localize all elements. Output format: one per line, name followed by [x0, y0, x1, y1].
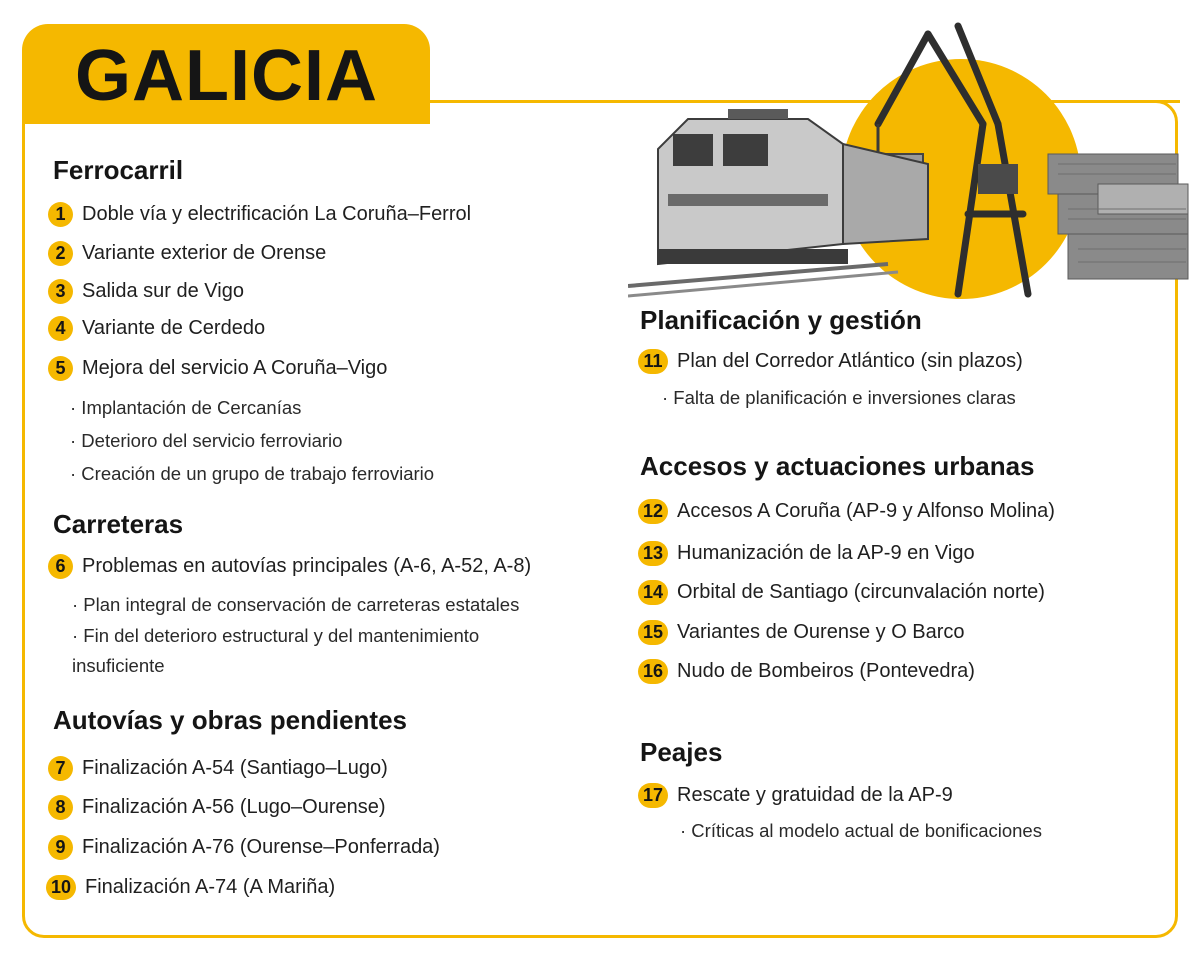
item-label: Rescate y gratuidad de la AP-9	[677, 784, 953, 806]
sub-item: · Creación de un grupo de trabajo ferroviario	[70, 463, 435, 484]
list-item	[48, 795, 386, 820]
item-label: Finalización A-76 (Ourense–Ponferrada)	[82, 836, 440, 858]
list-item	[638, 499, 1055, 524]
number-badge: 10	[46, 875, 76, 900]
number-badge: 2	[48, 241, 73, 266]
number-badge: 13	[638, 541, 668, 566]
section-title-planificacion: Planificación y gestión	[640, 305, 922, 335]
sub-item: · Implantación de Cercanías	[70, 397, 302, 418]
sub-item: · Deterioro del servicio ferroviario	[70, 430, 343, 451]
list-item	[48, 279, 244, 304]
section-title-accesos: Accesos y actuaciones urbanas	[640, 451, 1035, 481]
sub-item: · Críticas al modelo actual de bonificaciones	[680, 820, 1042, 841]
list-item	[638, 620, 965, 645]
number-badge: 15	[638, 620, 668, 645]
list-item	[638, 659, 975, 684]
list-item	[48, 241, 326, 266]
list-item	[638, 783, 953, 808]
item-label: Finalización A-56 (Lugo–Ourense)	[82, 796, 386, 818]
number-badge: 7	[48, 756, 73, 781]
number-badge: 9	[48, 835, 73, 860]
item-label: Finalización A-74 (A Mariña)	[85, 876, 336, 898]
section-title-ferrocarril: Ferrocarril	[53, 155, 184, 185]
number-badge: 17	[638, 783, 668, 808]
list-item	[638, 541, 975, 566]
sub-item: · Falta de planificación e inversiones claras	[662, 387, 1016, 408]
item-label: Plan del Corredor Atlántico (sin plazos)	[677, 350, 1023, 372]
item-label: Salida sur de Vigo	[82, 280, 244, 302]
section-title-autovias: Autovías y obras pendientes	[53, 705, 407, 735]
number-badge: 11	[638, 349, 668, 374]
list-item	[48, 756, 388, 781]
sub-item: · Fin del deterioro estructural y del mantenimiento insuficiente	[72, 625, 480, 676]
list-item	[48, 835, 440, 860]
sub-item: · Plan integral de conservación de carreteras estatales	[72, 594, 520, 615]
list-item	[48, 316, 265, 341]
list-item	[48, 202, 471, 227]
item-label: Doble vía y electrificación La Coruña–Ferrol	[82, 203, 472, 225]
number-badge: 14	[638, 580, 668, 605]
number-badge: 1	[48, 202, 73, 227]
item-label: Humanización de la AP-9 en Vigo	[677, 542, 975, 564]
number-badge: 5	[48, 356, 73, 381]
section-title-peajes: Peajes	[640, 737, 723, 767]
item-label: Nudo de Bombeiros (Pontevedra)	[677, 660, 975, 682]
item-label: Mejora del servicio A Coruña–Vigo	[82, 357, 388, 379]
page-title: GALICIA	[75, 36, 378, 116]
item-label: Orbital de Santiago (circunvalación norte)	[677, 581, 1045, 603]
number-badge: 3	[48, 279, 73, 304]
number-badge: 8	[48, 795, 73, 820]
list-item	[46, 875, 335, 900]
item-label: Variante exterior de Orense	[82, 242, 327, 264]
item-label: Variantes de Ourense y O Barco	[677, 621, 965, 643]
item-label: Variante de Cerdedo	[82, 317, 266, 339]
item-label: Finalización A-54 (Santiago–Lugo)	[82, 757, 388, 779]
number-badge: 16	[638, 659, 668, 684]
number-badge: 6	[48, 554, 73, 579]
list-item	[638, 349, 1023, 374]
list-item	[48, 356, 387, 381]
number-badge: 4	[48, 316, 73, 341]
list-item	[48, 554, 531, 579]
section-title-carreteras: Carreteras	[53, 509, 184, 539]
item-label: Problemas en autovías principales (A-6, A-52, A-8)	[82, 555, 532, 577]
list-item	[638, 580, 1045, 605]
train-crane-containers-illustration	[628, 14, 1194, 310]
number-badge: 12	[638, 499, 668, 524]
item-label: Accesos A Coruña (AP-9 y Alfonso Molina)	[677, 500, 1055, 522]
